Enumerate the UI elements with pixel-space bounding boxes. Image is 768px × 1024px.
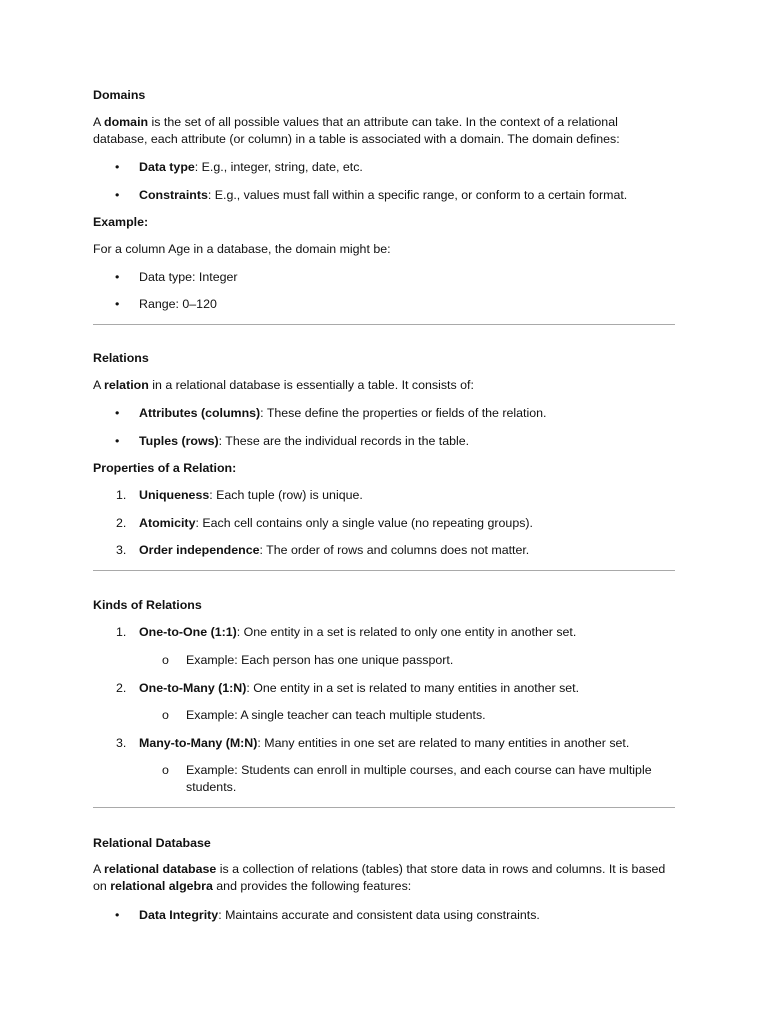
bullet-marker: • bbox=[115, 160, 120, 174]
list-number: 1. bbox=[116, 625, 127, 639]
relations-bullet-attributes: Attributes (columns): These define the properties or fields of the relation. bbox=[139, 406, 547, 420]
list-number: 2. bbox=[116, 516, 127, 530]
bullet-marker: • bbox=[115, 908, 120, 922]
section-heading-relational-database: Relational Database bbox=[93, 836, 211, 850]
divider bbox=[93, 570, 675, 571]
reldb-bullet-data-integrity: Data Integrity: Maintains accurate and consistent data using constraints. bbox=[139, 908, 540, 922]
example-text: For a column Age in a database, the domain might be: bbox=[93, 242, 391, 256]
bullet-marker: • bbox=[115, 434, 120, 448]
sub-bullet-marker: o bbox=[162, 653, 169, 667]
section-heading-relations: Relations bbox=[93, 351, 149, 365]
bullet-marker: • bbox=[115, 270, 120, 284]
divider bbox=[93, 807, 675, 808]
example-bullet: Range: 0–120 bbox=[139, 297, 217, 311]
sub-bullet-marker: o bbox=[162, 763, 169, 777]
sub-bullet-marker: o bbox=[162, 708, 169, 722]
kind-item: Many-to-Many (M:N): Many entities in one set are related to many entities in another set. bbox=[139, 736, 630, 750]
relations-bullet-tuples: Tuples (rows): These are the individual records in the table. bbox=[139, 434, 470, 448]
list-number: 2. bbox=[116, 681, 127, 695]
divider bbox=[93, 324, 675, 325]
properties-label: Properties of a Relation: bbox=[93, 461, 237, 475]
bullet-marker: • bbox=[115, 406, 120, 420]
relations-intro: A relation in a relational database is essentially a table. It consists of: bbox=[93, 378, 474, 392]
property-item: Order independence: The order of rows and columns does not matter. bbox=[139, 543, 530, 557]
reldb-intro: A relational database is a collection of relations (tables) that store data in rows and columns. It is based on relational algebra and provides the following features: bbox=[93, 862, 666, 893]
property-item: Atomicity: Each cell contains only a single value (no repeating groups). bbox=[139, 516, 533, 530]
bullet-marker: • bbox=[115, 297, 120, 311]
kind-item: One-to-One (1:1): One entity in a set is related to only one entity in another set. bbox=[139, 625, 577, 639]
section-heading-domains: Domains bbox=[93, 88, 146, 102]
kind-example: Example: Each person has one unique passport. bbox=[186, 653, 454, 667]
list-number: 3. bbox=[116, 736, 127, 750]
list-number: 1. bbox=[116, 488, 127, 502]
list-number: 3. bbox=[116, 543, 127, 557]
kind-item: One-to-Many (1:N): One entity in a set is related to many entities in another set. bbox=[139, 681, 580, 695]
section-heading-kinds: Kinds of Relations bbox=[93, 598, 202, 612]
domains-intro: A domain is the set of all possible values that an attribute can take. In the context of a relational database, each attribute (or column) in a table is associated with a domain. The domain defines: bbox=[93, 115, 620, 146]
kind-example: Example: Students can enroll in multiple courses, and each course can have multiple students. bbox=[186, 763, 652, 794]
bullet-marker: • bbox=[115, 188, 120, 202]
domains-bullet-constraints: Constraints: E.g., values must fall within a specific range, or conform to a certain format. bbox=[139, 188, 628, 202]
domains-bullet-data-type: Data type: E.g., integer, string, date, etc. bbox=[139, 160, 363, 174]
kind-example: Example: A single teacher can teach multiple students. bbox=[186, 708, 486, 722]
example-bullet: Data type: Integer bbox=[139, 270, 238, 284]
property-item: Uniqueness: Each tuple (row) is unique. bbox=[139, 488, 363, 502]
example-label: Example: bbox=[93, 215, 149, 229]
